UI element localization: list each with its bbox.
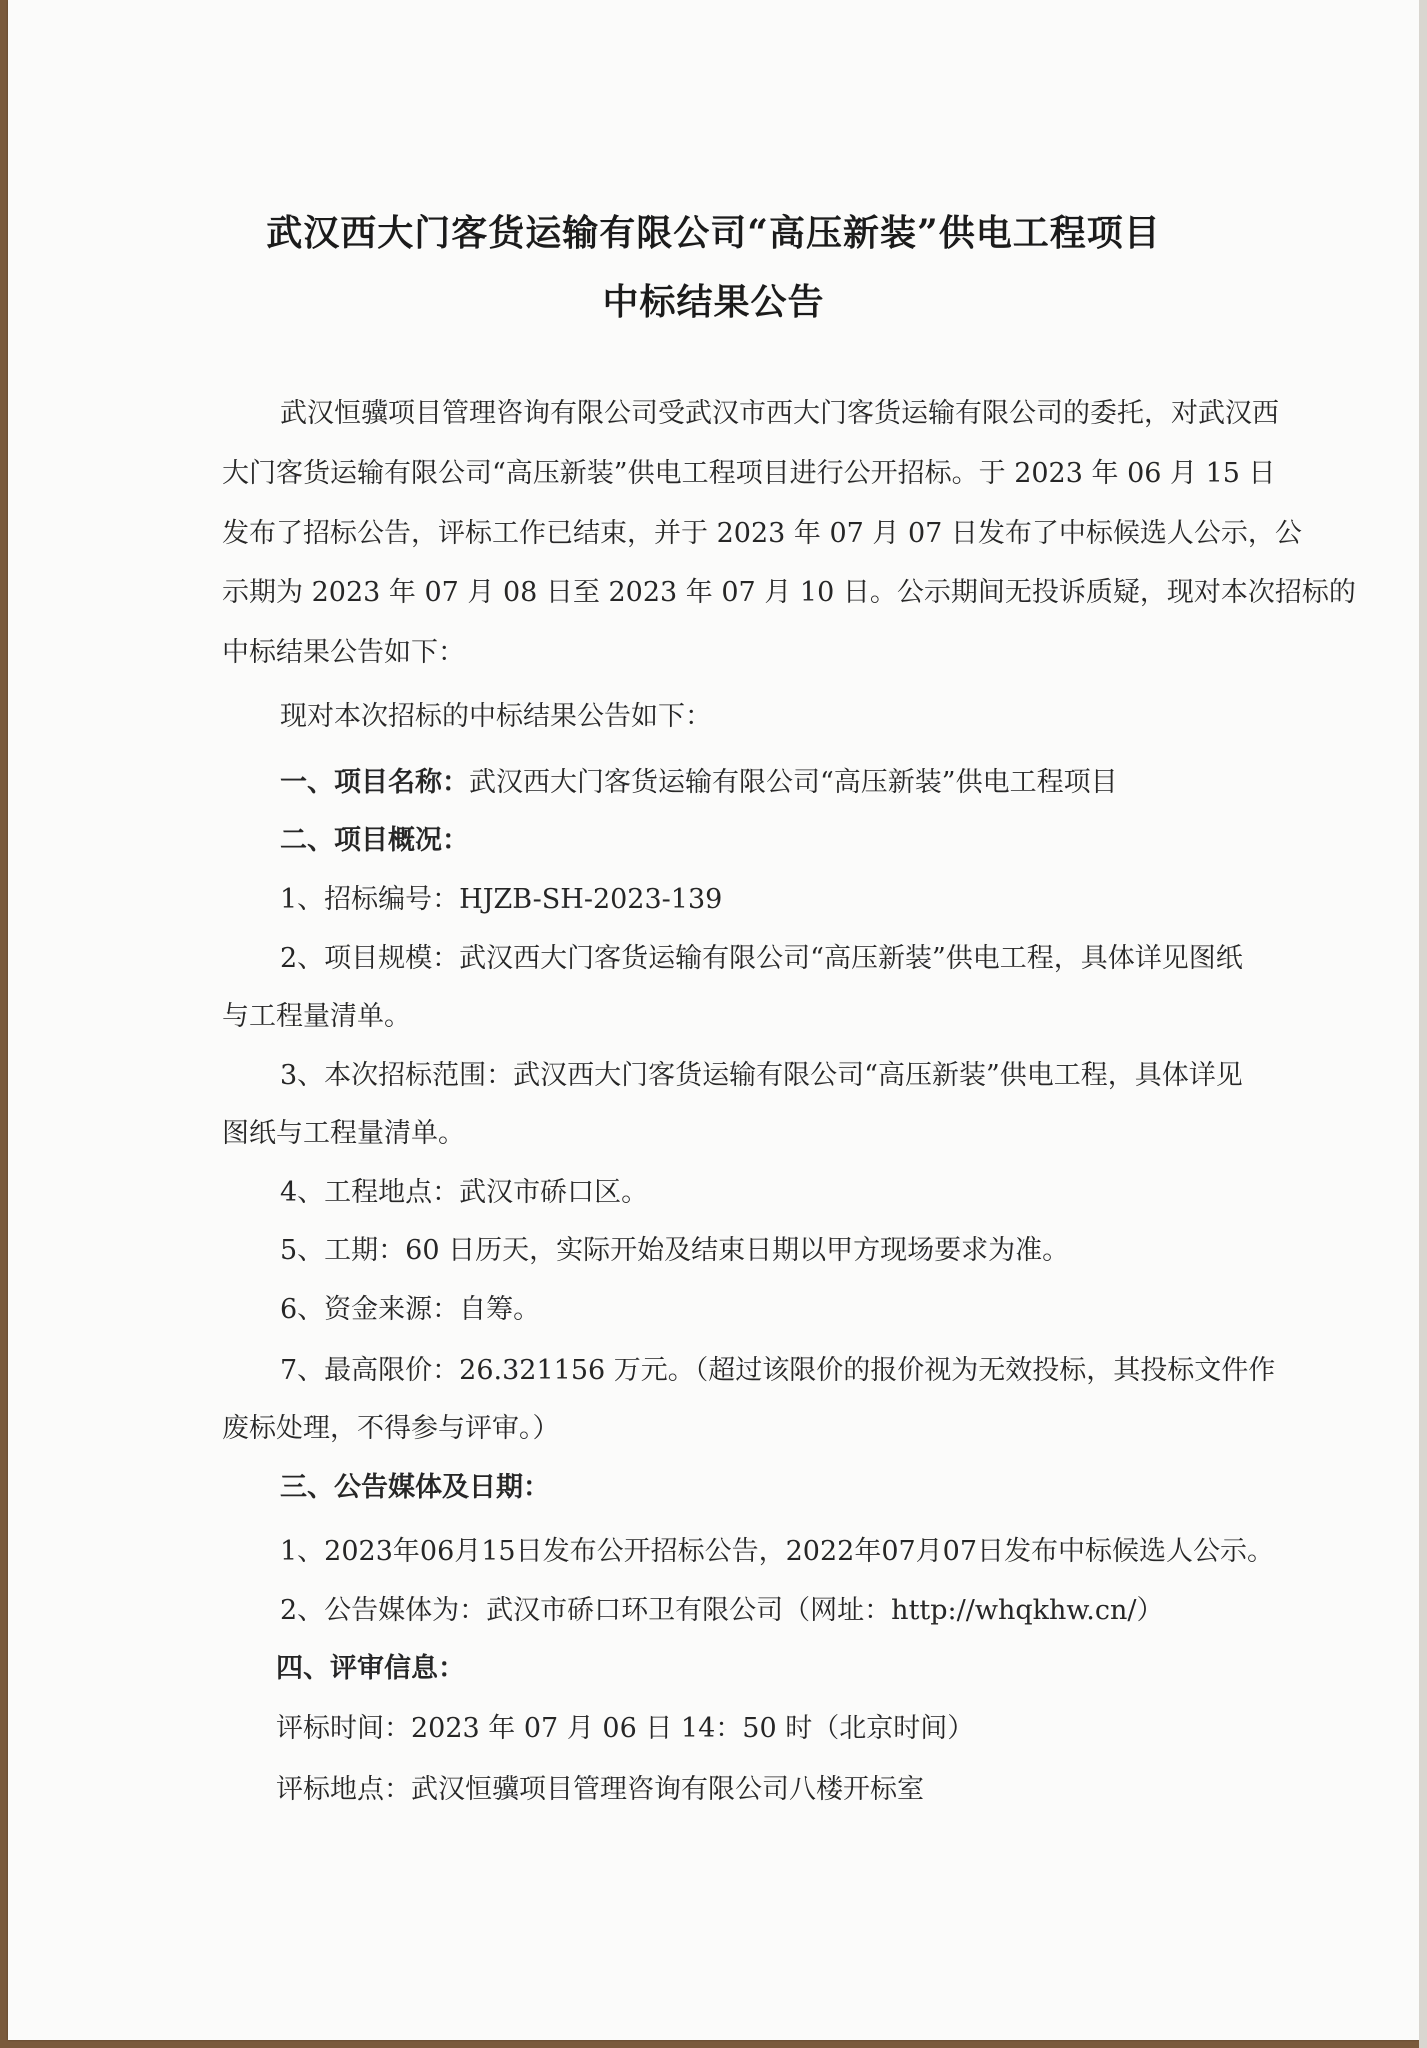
section-2-heading: 二、项目概况：: [280, 825, 469, 856]
intro-line-4: 示期为 2023 年 07 月 08 日至 2023 年 07 月 10 日。公示期间无投诉质疑，现对本次招标的: [222, 577, 1356, 608]
document-title-line-1: 武汉西大门客货运输有限公司“高压新装”供电工程项目: [266, 212, 1161, 254]
scan-edge: [1419, 0, 1427, 2048]
intro-line-1: 武汉恒骥项目管理咨询有限公司受武汉市西大门客货运输有限公司的委托，对武汉西: [280, 398, 1279, 429]
max-price-line-1: 7、最高限价：26.321156 万元。（超过该限价的报价视为无效投标，其投标文件作: [280, 1355, 1276, 1386]
tender-number: 1、招标编号：HJZB-SH-2023-139: [280, 884, 723, 915]
project-name: 武汉西大门客货运输有限公司“高压新装”供电工程项目: [469, 767, 1118, 798]
intro-line-2: 大门客货运输有限公司“高压新装”供电工程项目进行公开招标。于 2023 年 06 月 15 日: [222, 458, 1276, 489]
tender-scope-line-1: 3、本次招标范围：武汉西大门客货运输有限公司“高压新装”供电工程，具体详见: [280, 1060, 1243, 1091]
section-4-heading: 四、评审信息：: [276, 1653, 465, 1684]
announce-line: 现对本次招标的中标结果公告如下：: [280, 701, 712, 732]
intro-line-3: 发布了招标公告，评标工作已结束，并于 2023 年 07 月 07 日发布了中标候选人公示，公: [222, 518, 1302, 549]
project-scale-line-2: 与工程量清单。: [222, 1001, 411, 1032]
max-price-line-2: 废标处理，不得参与评审。）: [222, 1413, 560, 1444]
project-location: 4、工程地点：武汉市硚口区。: [280, 1177, 649, 1208]
section-1-line: [280, 766, 1118, 800]
section-1-heading: 一、项目名称：: [280, 767, 469, 798]
project-scale-line-1: 2、项目规模：武汉西大门客货运输有限公司“高压新装”供电工程，具体详见图纸: [280, 943, 1243, 974]
tender-scope-line-2: 图纸与工程量清单。: [222, 1118, 465, 1149]
funding-source: 6、资金来源：自筹。: [280, 1294, 541, 1325]
evaluation-time: 评标时间：2023 年 07 月 06 日 14：50 时（北京时间）: [276, 1713, 975, 1744]
construction-period: 5、工期：60 日历天，实际开始及结束日期以甲方现场要求为准。: [280, 1235, 1070, 1266]
intro-line-5: 中标结果公告如下：: [222, 637, 465, 668]
announcement-media: 2、公告媒体为：武汉市硚口环卫有限公司（网址：http://whqkhw.cn/）: [280, 1595, 1164, 1626]
announcement-dates: 1、2023年06月15日发布公开招标公告，2022年07月07日发布中标候选人公示。: [280, 1536, 1275, 1567]
section-3-heading: 三、公告媒体及日期：: [280, 1472, 550, 1503]
evaluation-place: 评标地点：武汉恒骥项目管理咨询有限公司八楼开标室: [276, 1774, 924, 1805]
document-title-line-2: 中标结果公告: [602, 281, 825, 323]
document-page: [8, 0, 1419, 2040]
